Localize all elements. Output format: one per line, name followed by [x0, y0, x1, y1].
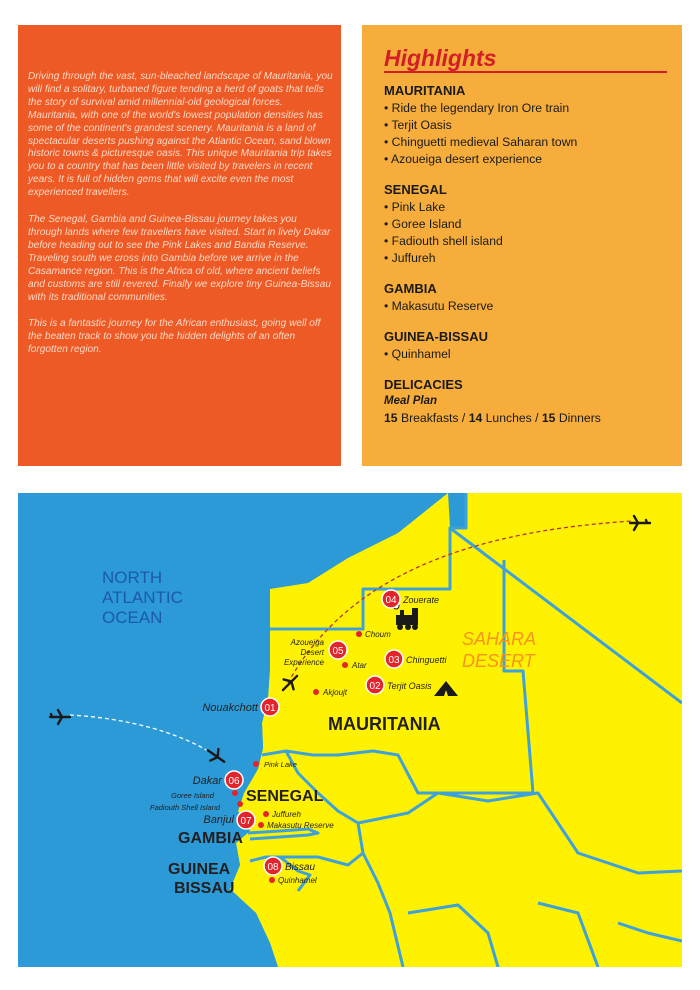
- svg-text:02: 02: [369, 681, 381, 692]
- list-item: • Ride the legendary Iron Ore train: [384, 101, 570, 115]
- stop-label: Terjit Oasis: [387, 681, 432, 691]
- list-item: • Pink Lake: [384, 200, 446, 214]
- section-heading-gambia: GAMBIA: [384, 281, 437, 296]
- list-item: • Juffureh: [384, 251, 436, 265]
- list-item: • Azoueiga desert experience: [384, 152, 543, 166]
- ocean-label: ATLANTIC: [102, 588, 183, 607]
- section-heading-delicacies: DELICACIES: [384, 377, 463, 392]
- list-item: • Quinhamel: [384, 347, 451, 361]
- svg-text:04: 04: [385, 595, 397, 606]
- place-label: Pink Lake: [264, 760, 297, 769]
- country-label-bissau: BISSAU: [174, 880, 235, 897]
- stop-label: Azoueiga: [290, 638, 324, 647]
- stop-label: Nouakchott: [202, 702, 258, 714]
- place-marker: [258, 821, 334, 830]
- land-mass-north: [448, 493, 682, 589]
- svg-text:07: 07: [240, 816, 252, 827]
- list-item: • Goree Island: [384, 217, 462, 231]
- meal-plan: 15 Breakfasts / 14 Lunches / 15 Dinners: [384, 411, 601, 425]
- ocean-label: OCEAN: [102, 608, 163, 627]
- map-svg: [18, 493, 682, 967]
- title-underline: [384, 71, 667, 73]
- place-label: Fadiouth Shell Island: [150, 803, 221, 812]
- section-heading-guinea-bissau: GUINEA-BISSAU: [384, 329, 489, 344]
- place-label: Choum: [365, 630, 391, 639]
- svg-text:06: 06: [228, 776, 240, 787]
- list-item: • Chinguetti medieval Saharan town: [384, 135, 578, 149]
- stop-label: Banjul: [203, 814, 234, 826]
- country-label-gambia: GAMBIA: [178, 830, 243, 847]
- svg-text:03: 03: [388, 655, 400, 666]
- ocean-label: NORTH: [102, 568, 163, 587]
- stop-label: Zouerate: [403, 595, 440, 605]
- stop-label: Chinguetti: [406, 655, 447, 665]
- place-label: Makasutu Reserve: [267, 821, 334, 830]
- list-item: • Terjit Oasis: [384, 118, 452, 132]
- highlights-title: Highlights: [384, 45, 497, 71]
- route-map: [18, 493, 682, 967]
- country-label-guinea: GUINEA: [168, 861, 231, 878]
- intro-paragraph: The Senegal, Gambia and Guinea-Bissau journey takes you through lands where few travellers have visited. Start in lively Dakar before heading out to see the Pink Lakes and Bandia Reserve. Traveling south we cross into Gambia before we arrive in the Casamance region. This is the Africa of old, where ancient beliefs and customs are still revered. Finally we explore tiny Guinea-Bissau with its traditional communities.: [28, 214, 331, 303]
- section-list-senegal: [384, 199, 670, 267]
- section-list-mauritania: [384, 100, 670, 168]
- stop-label: Experience: [283, 658, 324, 667]
- intro-panel: [18, 25, 341, 466]
- intro-paragraph: This is a fantastic journey for the African enthusiast, going well off the beaten track to show you the hidden delights of an often forgotten region.: [28, 318, 321, 356]
- svg-text:05: 05: [332, 646, 344, 657]
- stop-label: Dakar: [192, 775, 222, 787]
- section-heading-senegal: SENEGAL: [384, 182, 447, 197]
- section-list-guinea-bissau: [384, 346, 670, 363]
- place-label: Quinhamel: [278, 876, 317, 885]
- meal-plan-label: Meal Plan: [384, 395, 438, 407]
- list-item: • Fadiouth shell island: [384, 234, 503, 248]
- stop-label: Bissau: [285, 862, 316, 873]
- list-item: • Makasutu Reserve: [384, 299, 494, 313]
- highlights-panel: [362, 25, 682, 466]
- svg-text:01: 01: [264, 703, 276, 714]
- place-label: Atar: [352, 661, 367, 670]
- country-label-mauritania: MAURITANIA: [328, 714, 441, 734]
- place-label: Juffureh: [272, 810, 301, 819]
- svg-text:08: 08: [267, 862, 279, 873]
- country-label-senegal: SENEGAL: [246, 788, 324, 805]
- place-label: Akjoujt: [323, 688, 348, 697]
- section-heading-mauritania: MAURITANIA: [384, 83, 466, 98]
- section-list-gambia: [384, 298, 670, 315]
- desert-label: SAHARA: [462, 629, 537, 649]
- desert-label: DESERT: [462, 651, 535, 671]
- place-label: Goree Island: [171, 791, 214, 800]
- intro-paragraph: Driving through the vast, sun-bleached landscape of Mauritania, you will find a solitary, turbaned figure tending a herd of goats that tells the story of survival amid millennial-old geological forces. Mauritania, with one of the world's lowest population densities has some of the continent's grandest scenery. Mauritania is a land of spectacular deserts pushing against the Atlantic Ocean, sand blown historic towns & picturesque oasis. This unique Mauritania trip takes you to a country that has been little visited by travelers in recent years. It is full of hidden gems that will excite even the most experienced travellers.: [28, 71, 333, 199]
- stop-label: Desert: [300, 648, 324, 657]
